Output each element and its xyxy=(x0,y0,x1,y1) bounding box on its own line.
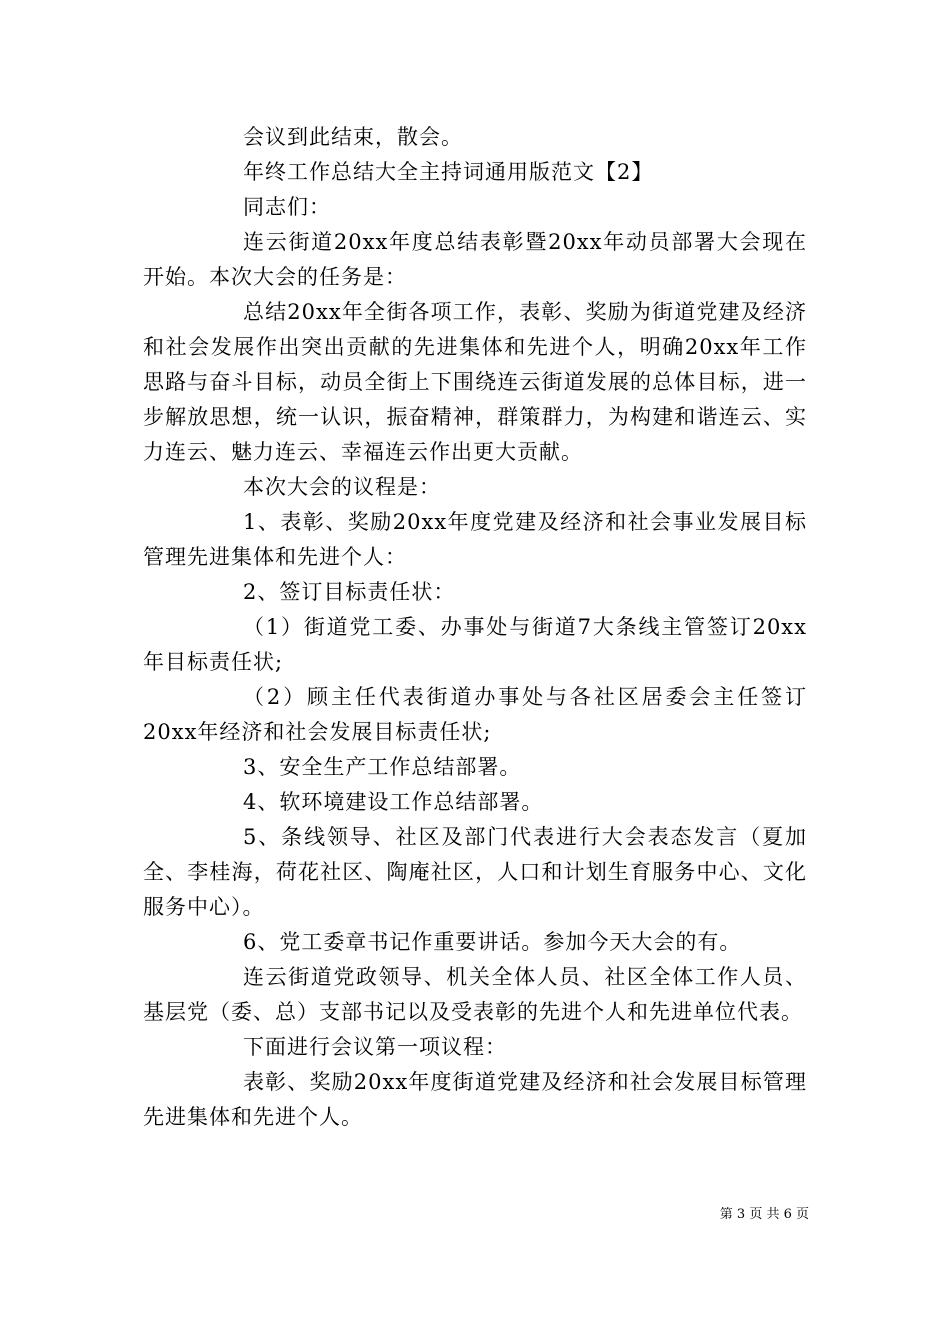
paragraph-first-item-intro: 下面进行会议第一项议程： xyxy=(243,1035,507,1059)
paragraph-agenda-subitem-2: （2）顾主任代表街道办事处与各社区居委会主任签订20xx年经济和社会发展目标责任状; xyxy=(143,685,807,744)
paragraph-closing: 会议到此结束，散会。 xyxy=(243,125,463,149)
paragraph-salutation: 同志们： xyxy=(243,195,331,219)
paragraph-agenda-item-6: 6、党工委章书记作重要讲话。参加今天大会的有。 xyxy=(243,930,742,954)
paragraph-agenda-item-2: 2、签订目标责任状： xyxy=(243,580,456,604)
paragraph-first-item: 表彰、奖励20xx年度街道党建及经济和社会发展目标管理先进集体和先进个人。 xyxy=(143,1070,807,1129)
paragraph-attendees: 连云街道党政领导、机关全体人员、社区全体工作人员、基层党（委、总）支部书记以及受表彰的先进个人和先进单位代表。 xyxy=(143,965,807,1024)
paragraph-agenda-subitem-1: （1）街道党工委、办事处与街道7大条线主管签订20xx年目标责任状; xyxy=(143,615,807,674)
paragraph-agenda-intro: 本次大会的议程是： xyxy=(243,475,441,499)
paragraph-agenda-item-3: 3、安全生产工作总结部署。 xyxy=(243,755,522,779)
document-body xyxy=(143,120,807,1135)
page-number: 第 3 页 共 6 页 xyxy=(719,1207,809,1222)
paragraph-agenda-item-5: 5、条线领导、社区及部门代表进行大会表态发言（夏加全、李桂海，荷花社区、陶庵社区，人口和计划生育服务中心、文化服务中心）。 xyxy=(143,825,807,919)
paragraph-task: 总结20xx年全街各项工作，表彰、奖励为街道党建及经济和社会发展作出突出贡献的先进集体和先进个人，明确20xx年工作思路与奋斗目标，动员全街上下围绕连云街道发展的总体目标，进一步解放思想，统一认识，振奋精神，群策群力，为构建和谐连云、实力连云、魅力连云、幸福连云作出更大贡献。 xyxy=(143,300,807,464)
paragraph-opening: 连云街道20xx年度总结表彰暨20xx年动员部署大会现在开始。本次大会的任务是： xyxy=(143,230,807,289)
paragraph-section-title: 年终工作总结大全主持词通用版范文【2】 xyxy=(243,160,654,184)
paragraph-agenda-item-1: 1、表彰、奖励20xx年度党建及经济和社会事业发展目标管理先进集体和先进个人： xyxy=(143,510,807,569)
paragraph-agenda-item-4: 4、软环境建设工作总结部署。 xyxy=(243,790,544,814)
